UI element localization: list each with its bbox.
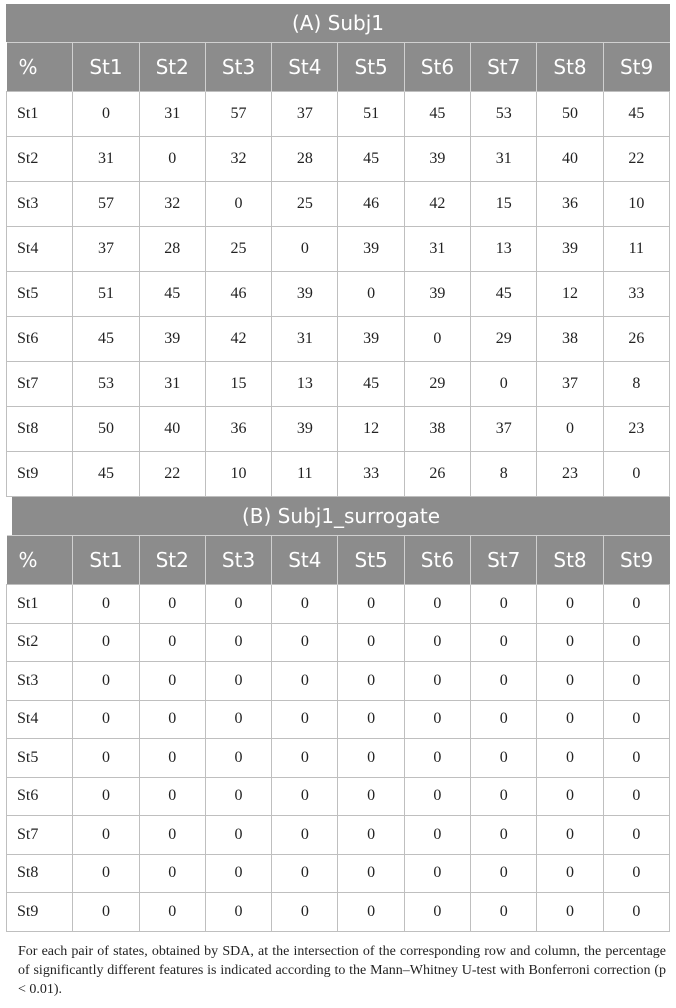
table-a-cell: 15 (205, 362, 271, 407)
table-a-cell: 31 (471, 137, 537, 182)
table-a-cell: 53 (73, 362, 139, 407)
table-a-cell: 26 (603, 317, 669, 362)
table-b-column-header: St1 (73, 536, 139, 585)
table-b-cell: 0 (537, 854, 603, 893)
table-b-row-header: St5 (7, 739, 73, 778)
table-b-cell: 0 (404, 854, 470, 893)
table-a-row-header: St9 (7, 452, 73, 497)
table-b-cell: 0 (537, 777, 603, 816)
table-a-column-header: St4 (272, 43, 338, 92)
table-a-cell: 11 (603, 227, 669, 272)
table-a-table-row (7, 272, 670, 317)
table-a-row-header: St4 (7, 227, 73, 272)
table-b-cell: 0 (338, 854, 404, 893)
table-a-table-row (7, 362, 670, 407)
table-a-cell: 23 (603, 407, 669, 452)
table-b-cell: 0 (139, 739, 205, 778)
table-b-cell: 0 (73, 623, 139, 662)
table-b-column-header: St2 (139, 536, 205, 585)
table-a-cell: 45 (338, 362, 404, 407)
table-b-cell: 0 (272, 854, 338, 893)
table-b-cell: 0 (272, 662, 338, 701)
table-a-cell: 46 (205, 272, 271, 317)
table-a-cell: 0 (338, 272, 404, 317)
table-a-cell: 50 (73, 407, 139, 452)
table-b-column-header: St7 (471, 536, 537, 585)
table-b-cell: 0 (73, 893, 139, 932)
table-a-corner-header: % (7, 43, 73, 92)
table-b-cell: 0 (471, 816, 537, 855)
table-a-cell: 40 (537, 137, 603, 182)
table-b-row-header: St3 (7, 662, 73, 701)
table-a-cell: 0 (471, 362, 537, 407)
table-a-cell: 57 (73, 182, 139, 227)
table-a-cell: 32 (139, 182, 205, 227)
table-b-row-header: St9 (7, 893, 73, 932)
table-b-row-header: St4 (7, 700, 73, 739)
table-a-cell: 0 (272, 227, 338, 272)
table-a-cell: 15 (471, 182, 537, 227)
table-b-cell: 0 (73, 585, 139, 624)
table-b-cell: 0 (139, 854, 205, 893)
table-b-cell: 0 (338, 662, 404, 701)
table-b-cell: 0 (338, 623, 404, 662)
table-b-cell: 0 (205, 623, 271, 662)
table-a-title: (A) Subj1 (6, 4, 670, 42)
table-b-cell: 0 (537, 893, 603, 932)
table-a-table-row (7, 137, 670, 182)
table-a-cell: 10 (205, 452, 271, 497)
table-b-cell: 0 (139, 816, 205, 855)
table-b-cell: 0 (205, 585, 271, 624)
table-b-cell: 0 (73, 700, 139, 739)
table-a-cell: 45 (338, 137, 404, 182)
table-a-cell: 28 (139, 227, 205, 272)
table-b-cell: 0 (471, 585, 537, 624)
table-a-cell: 33 (603, 272, 669, 317)
table-a-column-header: St3 (205, 43, 271, 92)
table-a-row-header: St6 (7, 317, 73, 362)
table-b-cell: 0 (404, 700, 470, 739)
table-a-cell: 0 (139, 137, 205, 182)
table-a-cell: 28 (272, 137, 338, 182)
table-a-cell: 0 (537, 407, 603, 452)
table-b-cell: 0 (471, 662, 537, 701)
table-b-cell: 0 (73, 777, 139, 816)
table-b-cell: 0 (205, 854, 271, 893)
table-b-cell: 0 (603, 700, 669, 739)
table-a-cell: 0 (603, 452, 669, 497)
table-b-title: (B) Subj1_surrogate (12, 497, 670, 535)
table-a-cell: 40 (139, 407, 205, 452)
table-b-cell: 0 (471, 700, 537, 739)
table-a-cell: 39 (537, 227, 603, 272)
table-a-table-row (7, 227, 670, 272)
table-a-table-row (7, 452, 670, 497)
table-b-cell: 0 (139, 777, 205, 816)
table-a-table-row (7, 92, 670, 137)
table-b-cell: 0 (338, 739, 404, 778)
table-b-cell: 0 (205, 816, 271, 855)
table-b-cell: 0 (404, 893, 470, 932)
table-a-cell: 45 (73, 317, 139, 362)
table-b-table-row (7, 777, 670, 816)
table-b-cell: 0 (205, 777, 271, 816)
table-a-cell: 37 (73, 227, 139, 272)
table-a-table-row (7, 407, 670, 452)
table-a-cell: 39 (404, 272, 470, 317)
table-b-row-header: St7 (7, 816, 73, 855)
table-b-cell: 0 (603, 854, 669, 893)
table-b-cell: 0 (272, 893, 338, 932)
table-a-cell: 45 (471, 272, 537, 317)
table-a-cell: 31 (404, 227, 470, 272)
table-a-column-header: St9 (603, 43, 669, 92)
table-a-row-header: St2 (7, 137, 73, 182)
table-b-cell: 0 (603, 739, 669, 778)
table-b-cell: 0 (272, 777, 338, 816)
table-b-corner-header: % (7, 536, 73, 585)
table-b-cell: 0 (537, 585, 603, 624)
table-a-cell: 29 (404, 362, 470, 407)
table-a-cell: 45 (603, 92, 669, 137)
table-a-cell: 31 (139, 92, 205, 137)
table-a-cell: 36 (205, 407, 271, 452)
table-a-cell: 13 (272, 362, 338, 407)
table-b-cell: 0 (537, 700, 603, 739)
table-a-row-header: St1 (7, 92, 73, 137)
table-b-cell: 0 (205, 739, 271, 778)
table-b-cell: 0 (404, 777, 470, 816)
table-a-cell: 53 (471, 92, 537, 137)
table-a-cell: 12 (537, 272, 603, 317)
table-b-cell: 0 (603, 893, 669, 932)
table-b-column-header: St6 (404, 536, 470, 585)
table-b-cell: 0 (272, 816, 338, 855)
table-a-cell: 0 (73, 92, 139, 137)
table-a-row-header: St5 (7, 272, 73, 317)
table-b-cell: 0 (537, 816, 603, 855)
table-b-column-header: St4 (272, 536, 338, 585)
table-a-column-header: St8 (537, 43, 603, 92)
table-b-table-row (7, 585, 670, 624)
table-a-cell: 38 (404, 407, 470, 452)
table-b-cell: 0 (404, 662, 470, 701)
table-b-table-row (7, 739, 670, 778)
table-b-cell: 0 (338, 816, 404, 855)
table-a-row-header: St3 (7, 182, 73, 227)
table-a-cell: 39 (272, 407, 338, 452)
table-b-table-row (7, 893, 670, 932)
table-a-cell: 8 (471, 452, 537, 497)
table-b-column-header: St5 (338, 536, 404, 585)
table-a-table-row (7, 317, 670, 362)
table-a-cell: 39 (338, 227, 404, 272)
table-a-cell: 42 (404, 182, 470, 227)
results-figure (6, 4, 670, 999)
table-b-cell: 0 (338, 893, 404, 932)
table-b-cell: 0 (272, 739, 338, 778)
table-a-cell: 12 (338, 407, 404, 452)
table-a-cell: 0 (404, 317, 470, 362)
table-b-table-row (7, 623, 670, 662)
table-b-table-row (7, 700, 670, 739)
table-a-row-header: St8 (7, 407, 73, 452)
table-a-cell: 22 (603, 137, 669, 182)
table-b-cell: 0 (404, 585, 470, 624)
table-b-column-header: St9 (603, 536, 669, 585)
table-a-cell: 29 (471, 317, 537, 362)
table-a-cell: 42 (205, 317, 271, 362)
table-a-cell: 38 (537, 317, 603, 362)
table-b (6, 535, 670, 932)
table-b-cell: 0 (338, 585, 404, 624)
table-a-cell: 22 (139, 452, 205, 497)
table-b-cell: 0 (139, 623, 205, 662)
table-a-cell: 50 (537, 92, 603, 137)
table-b-table-row (7, 816, 670, 855)
table-a-cell: 11 (272, 452, 338, 497)
table-a-cell: 8 (603, 362, 669, 407)
table-b-cell: 0 (603, 777, 669, 816)
table-a-cell: 39 (139, 317, 205, 362)
table-a-cell: 57 (205, 92, 271, 137)
table-a-cell: 33 (338, 452, 404, 497)
table-b-cell: 0 (272, 700, 338, 739)
table-b-cell: 0 (537, 739, 603, 778)
table-a-table-row (7, 182, 670, 227)
table-b-cell: 0 (471, 739, 537, 778)
table-a-cell: 46 (338, 182, 404, 227)
table-b-cell: 0 (73, 854, 139, 893)
table-a-cell: 36 (537, 182, 603, 227)
table-a-cell: 37 (537, 362, 603, 407)
table-a-cell: 31 (139, 362, 205, 407)
table-b-cell: 0 (139, 585, 205, 624)
table-b-cell: 0 (205, 662, 271, 701)
table-a-cell: 32 (205, 137, 271, 182)
table-a-cell: 39 (404, 137, 470, 182)
table-a-column-header: St6 (404, 43, 470, 92)
table-a-cell: 45 (139, 272, 205, 317)
table-b-cell: 0 (139, 700, 205, 739)
table-a-cell: 0 (205, 182, 271, 227)
table-b-cell: 0 (73, 662, 139, 701)
table-b-row-header: St6 (7, 777, 73, 816)
table-b-table-row (7, 854, 670, 893)
table-a-cell: 39 (272, 272, 338, 317)
table-a-cell: 10 (603, 182, 669, 227)
table-b-cell: 0 (471, 893, 537, 932)
table-a-header-row (7, 43, 670, 92)
table-b-cell: 0 (338, 700, 404, 739)
table-a-cell: 37 (272, 92, 338, 137)
table-a-cell: 51 (338, 92, 404, 137)
table-b-cell: 0 (471, 623, 537, 662)
table-b-row-header: St8 (7, 854, 73, 893)
table-b-cell: 0 (404, 623, 470, 662)
table-a-cell: 51 (73, 272, 139, 317)
table-b-cell: 0 (471, 777, 537, 816)
table-b-cell: 0 (205, 700, 271, 739)
table-a-cell: 25 (205, 227, 271, 272)
table-a-cell: 39 (338, 317, 404, 362)
table-b-cell: 0 (603, 585, 669, 624)
table-a-column-header: St7 (471, 43, 537, 92)
table-b-row-header: St2 (7, 623, 73, 662)
table-b-cell: 0 (139, 893, 205, 932)
table-b-cell: 0 (603, 816, 669, 855)
table-a (6, 42, 670, 497)
table-a-cell: 37 (471, 407, 537, 452)
table-b-header-row (7, 536, 670, 585)
table-b-cell: 0 (73, 739, 139, 778)
table-a-cell: 45 (404, 92, 470, 137)
table-a-cell: 31 (73, 137, 139, 182)
table-b-cell: 0 (603, 662, 669, 701)
table-b-cell: 0 (205, 893, 271, 932)
table-a-cell: 31 (272, 317, 338, 362)
table-b-cell: 0 (73, 816, 139, 855)
table-b-row-header: St1 (7, 585, 73, 624)
table-b-cell: 0 (272, 585, 338, 624)
table-a-column-header: St1 (73, 43, 139, 92)
table-b-cell: 0 (404, 816, 470, 855)
table-a-row-header: St7 (7, 362, 73, 407)
table-b-cell: 0 (537, 662, 603, 701)
table-caption: For each pair of states, obtained by SDA, at the intersection of the corresponding row and column, the percentage of significantly different features is indicated according to the Mann–Whitney U-test with Bonferroni correction (p < 0.01). (18, 943, 666, 997)
table-b-cell: 0 (537, 623, 603, 662)
table-b-cell: 0 (471, 854, 537, 893)
table-b-cell: 0 (404, 739, 470, 778)
table-a-cell: 23 (537, 452, 603, 497)
table-a-column-header: St2 (139, 43, 205, 92)
table-a-column-header: St5 (338, 43, 404, 92)
table-b-column-header: St3 (205, 536, 271, 585)
table-b-table-row (7, 662, 670, 701)
table-a-cell: 26 (404, 452, 470, 497)
table-b-cell: 0 (338, 777, 404, 816)
table-b-column-header: St8 (537, 536, 603, 585)
table-a-cell: 25 (272, 182, 338, 227)
table-a-cell: 45 (73, 452, 139, 497)
table-b-cell: 0 (603, 623, 669, 662)
table-b-cell: 0 (272, 623, 338, 662)
table-b-cell: 0 (139, 662, 205, 701)
table-a-cell: 13 (471, 227, 537, 272)
